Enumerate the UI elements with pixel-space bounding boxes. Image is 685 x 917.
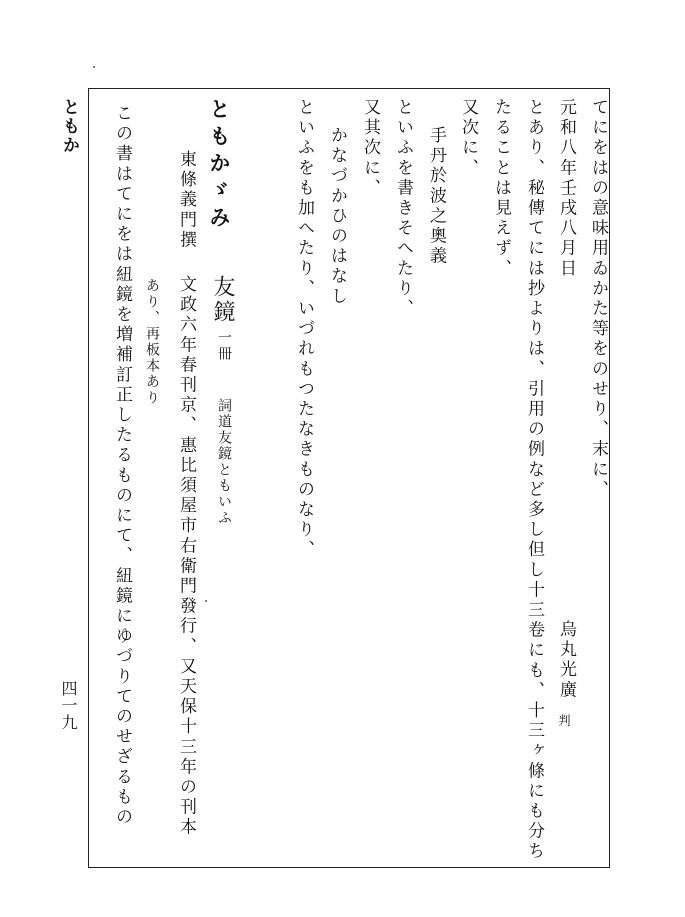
text-column-10: かなづかひのはなし bbox=[327, 126, 347, 307]
scan-speck bbox=[93, 66, 95, 68]
entry-heading: ともかゞみ bbox=[207, 98, 232, 233]
entry-note: 詞道友鏡ともいふ bbox=[216, 398, 232, 526]
text-column-7: 手丹於波之奧義 bbox=[426, 126, 446, 267]
volume-count: 一冊 bbox=[216, 330, 232, 362]
text-column-9: 又其次に、 bbox=[360, 98, 380, 199]
text-column-11: といふをも加へたり、いづれもつたなきものなり、 bbox=[294, 98, 314, 561]
text-column-5: たることは見えず、 bbox=[491, 98, 511, 279]
running-header: ともか bbox=[59, 98, 79, 155]
text-column-1: てにをはの意味用ゐかた等をのせり、末に、 bbox=[588, 98, 608, 500]
scan-speck bbox=[205, 600, 207, 602]
text-column-4: とあり、秘傳てには抄よりは、引用の例など多し但し十三卷にも、十三ヶ條にも分ち bbox=[524, 98, 544, 862]
compiler-name: 東條義門撰 bbox=[176, 150, 196, 251]
text-column-2: 元和八年壬戌八月日 bbox=[556, 98, 576, 279]
publication-info: 文政六年春刊京、惠比須屋市右衛門發行、又天保十三年の刊本 bbox=[176, 275, 196, 838]
text-column-8: といふを書きそへたり、 bbox=[393, 98, 413, 320]
seal-mark: 判 bbox=[557, 714, 571, 727]
page-number: 四一九 bbox=[59, 680, 78, 731]
author-name: 烏丸光廣 bbox=[556, 620, 576, 701]
text-column-15: この書はてにをは紐鏡を増補訂正したるものにて、紐鏡にゆづりてのせざるもの bbox=[112, 104, 132, 828]
text-column-6: 又次に、 bbox=[458, 98, 478, 179]
entry-title: 友鏡 bbox=[210, 275, 235, 325]
reprint-note: あり、再板本あり bbox=[144, 278, 160, 406]
